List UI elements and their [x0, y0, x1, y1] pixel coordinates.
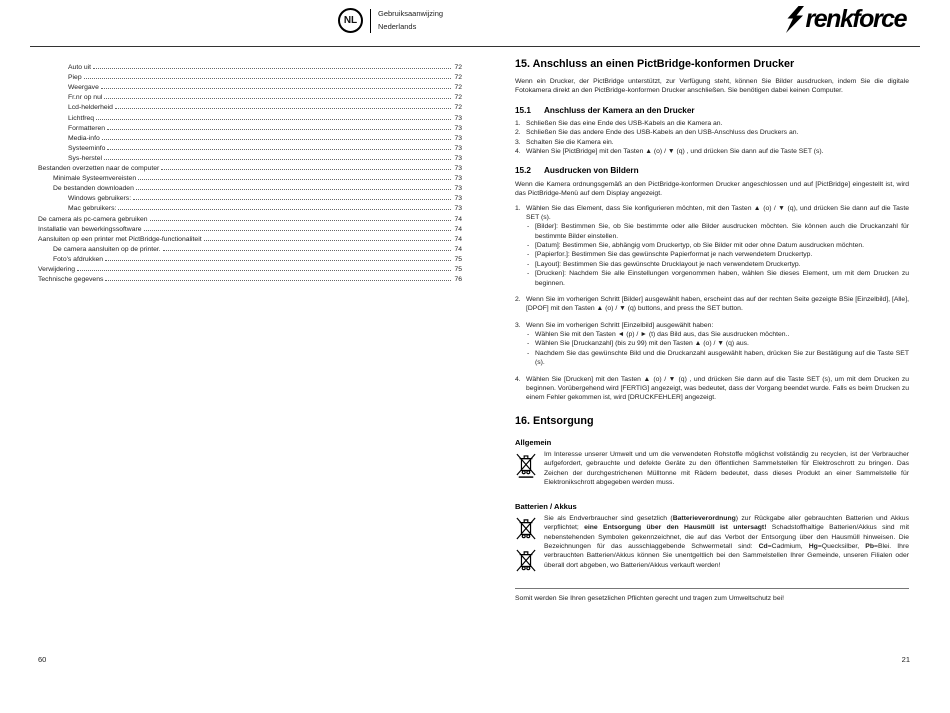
toc-leader-dots — [204, 240, 452, 241]
step-number: 2. — [515, 295, 521, 303]
section-15-1-number: 15.1 — [515, 105, 531, 115]
bullet-dash: - — [527, 270, 530, 278]
toc-item-label: Aansluiten op een printer met PictBridge-functionaliteit — [38, 235, 202, 243]
step-text: Schließen Sie das andere Ende des USB-Kabels an den USB-Anschluss des Druckers an. — [526, 129, 799, 137]
toc-item-page: 72 — [454, 104, 462, 112]
toc-leader-dots — [138, 179, 451, 180]
toc-item — [38, 223, 462, 233]
toc-leader-dots — [161, 169, 451, 170]
right-page-number: 21 — [901, 655, 910, 664]
toc-item-label: Bestanden overzetten naar de computer — [38, 165, 160, 173]
step-main-row — [515, 295, 909, 314]
table-of-contents — [38, 61, 462, 283]
toc-item-page: 73 — [454, 144, 462, 152]
toc-item-label: Verwijdering — [38, 265, 76, 273]
header-divider — [30, 46, 920, 47]
toc-item — [38, 91, 462, 101]
bullet-text: Wählen Sie [Druckanzahl] (bis zu 99) mit den Tasten ▲ (o) / ▼ (q) aus. — [535, 340, 749, 348]
toc-item — [38, 253, 462, 263]
bullet-text: Wählen Sie mit den Tasten ◄ (p) / ► (t) das Bild aus, das Sie ausdrucken möchten.. — [535, 331, 790, 339]
step-bullets — [515, 222, 909, 288]
step-text: Wenn Sie im vorherigen Schritt [Einzelbild] ausgewählt haben: — [526, 321, 714, 329]
toc-item-page: 76 — [454, 276, 462, 284]
toc-item-label: Systeeminfo — [68, 144, 106, 152]
toc-item-label: Lcd-helderheid — [68, 104, 113, 112]
doc-type-block — [378, 8, 443, 34]
toc-item-page: 73 — [454, 114, 462, 122]
toc-item — [38, 81, 462, 91]
disposal-general-text: Im Interesse unserer Umwelt und um die verwendeten Rohstoffe möglichst vollständig zu recyclen, ist der Verbraucher aufgefordert, gebrauchte und defekte Geräte zu den öffentlichen Sammelstellen für Elektroschrott zu bringen. Das Zeichen der durchgestrichenen Mülltonne mit Rädern bedeutet, dass dieses Produkt an einer Sammelstelle für Elektronikschrott abgegeben werden muss. — [544, 451, 909, 487]
bullet-text: Nachdem Sie das gewünschte Bild und die Druckanzahl ausgewählt haben, drücken Sie zur Bestätigung auf die Taste SET (s). — [535, 349, 909, 367]
numbered-step — [515, 295, 909, 314]
step-number: 3. — [515, 321, 521, 329]
toc-leader-dots — [77, 270, 451, 271]
numbered-step — [515, 204, 909, 288]
section-15-2-number: 15.2 — [515, 166, 531, 176]
toc-item-label: Media-info — [68, 134, 100, 142]
bullet-text: [Layout]: Bestimmen Sie das gewünschte Drucklayout je nach verwendetem Druckertyp. — [535, 260, 801, 268]
toc-item — [38, 132, 462, 142]
disposal-general-block — [515, 450, 909, 488]
brand-lightning-icon — [785, 6, 805, 33]
toc-leader-dots — [150, 220, 452, 221]
toc-leader-dots — [136, 189, 452, 190]
toc-item — [38, 172, 462, 182]
sub-bullet — [526, 339, 909, 348]
step-number: 1. — [515, 204, 521, 212]
toc-leader-dots — [118, 209, 451, 210]
section-15-2-title: Ausdrucken von Bildern — [543, 166, 639, 176]
toc-item — [38, 263, 462, 273]
step-main-row — [515, 321, 909, 330]
toc-leader-dots — [133, 199, 451, 200]
toc-item-page: 75 — [454, 265, 462, 273]
left-page-number: 60 — [38, 655, 47, 664]
right-page-content — [515, 57, 909, 603]
toc-leader-dots — [104, 98, 451, 99]
section-15-1-heading — [515, 105, 909, 116]
toc-leader-dots — [144, 230, 452, 231]
bullet-dash: - — [527, 223, 530, 231]
section-16-title: 16. Entsorgung — [515, 414, 594, 427]
bullet-text: [Drucken]: Nachdem Sie alle Einstellungen vorgenommen haben, wählen Sie dieses Element, um mit dem Drucken zu beginnen. — [535, 270, 909, 287]
doc-type-label: Gebruiksaanwijzing — [378, 9, 444, 18]
step-number: 4. — [515, 375, 521, 383]
toc-leader-dots — [104, 159, 451, 160]
toc-item-label: Weergave — [68, 84, 99, 92]
toc-item-page: 74 — [454, 215, 462, 223]
numbered-step — [515, 375, 909, 403]
sub-bullet — [526, 250, 909, 259]
sub-bullet — [526, 269, 909, 288]
step-number: 2. — [515, 129, 521, 137]
toc-leader-dots — [101, 88, 452, 89]
toc-leader-dots — [107, 129, 451, 130]
toc-item-label: Technische gegevens — [38, 276, 104, 284]
toc-item-page: 74 — [454, 245, 462, 253]
toc-item-page: 73 — [454, 154, 462, 162]
toc-item — [38, 111, 462, 121]
bullet-dash: - — [527, 349, 530, 357]
weee-crossed-bin-icon — [516, 451, 536, 479]
disposal-general-section — [515, 438, 909, 488]
section-15-title: 15. Anschluss an einen PictBridge-konformen Drucker — [515, 58, 795, 70]
toc-item-label: Auto uit — [68, 64, 92, 72]
brand-wordmark: renkforce — [805, 5, 906, 33]
sub-bullet — [526, 349, 909, 368]
numbered-step — [515, 147, 909, 156]
toc-item-label: Mac gebruikers: — [68, 205, 117, 213]
toc-leader-dots — [84, 78, 452, 79]
disposal-batteries-icons — [515, 514, 537, 574]
toc-item-page: 73 — [454, 124, 462, 132]
disposal-batteries-block — [515, 514, 909, 574]
toc-leader-dots — [105, 280, 451, 281]
toc-item — [38, 182, 462, 192]
step-number: 4. — [515, 148, 521, 156]
toc-item-label: Foto's afdrukken — [53, 255, 104, 263]
disposal-general-title: Allgemein — [515, 437, 552, 447]
toc-item-label: Formatteren — [68, 124, 106, 132]
battery-crossed-bin-icon-2 — [516, 547, 536, 574]
toc-item-page: 73 — [454, 175, 462, 183]
toc-item — [38, 233, 462, 243]
toc-item-page: 72 — [454, 84, 462, 92]
toc-item — [38, 273, 462, 283]
toc-item-page: 72 — [454, 64, 462, 72]
step-text: Wenn Sie im vorherigen Schritt [Bilder] ausgewählt haben, erscheint das auf der rechten Seite gezeigte BSie [Einzelbild], [Alle], [DPOF] mit den Tasten ▲ (o) / ▼ (q) buttons, and press the SET button. — [526, 295, 909, 313]
toc-item-page: 72 — [454, 94, 462, 102]
step-number: 1. — [515, 119, 521, 127]
toc-item-label: Lichtfreq — [68, 114, 95, 122]
toc-item-page: 73 — [454, 165, 462, 173]
toc-item-label: Fr.nr op nul — [68, 94, 103, 102]
bullet-dash: - — [527, 242, 530, 250]
section-15-intro: Wenn ein Drucker, der PictBridge unterstützt, zur Verfügung steht, können Sie Bilder ausdrucken, indem Sie die digitale Fotokamera direkt an den PictBridge-konformen Drucker anschließen. Sie benötigen dabei keinen Computer. — [515, 77, 909, 95]
toc-item-page: 72 — [454, 74, 462, 82]
toc-leader-dots — [107, 149, 451, 150]
toc-item-label: Piep — [68, 74, 82, 82]
toc-item-label: De camera aansluiten op de printer. — [53, 245, 161, 253]
toc-item-page: 74 — [454, 235, 462, 243]
step-bullets — [515, 330, 909, 368]
toc-item — [38, 243, 462, 253]
disposal-batteries-section — [515, 502, 909, 574]
bullet-dash: - — [527, 340, 530, 348]
step-main-row — [515, 204, 909, 223]
step-text: Schalten Sie die Kamera ein. — [526, 138, 614, 146]
toc-item-page: 75 — [454, 255, 462, 263]
numbered-step — [515, 119, 909, 128]
bullet-text: [Datum]: Bestimmen Sie, abhängig vom Druckertyp, ob Sie Bilder mit oder ohne Datum ausdrucken möchten. — [535, 242, 865, 250]
toc-item — [38, 192, 462, 202]
toc-leader-dots — [105, 260, 451, 261]
toc-leader-dots — [102, 139, 452, 140]
toc-item — [38, 122, 462, 132]
toc-leader-dots — [163, 250, 452, 251]
brand-logo — [785, 6, 906, 33]
closing-note: Somit werden Sie Ihren gesetzlichen Pflichten gerecht und tragen zum Umweltschutz bei! — [515, 588, 909, 603]
badge-divider — [370, 9, 371, 33]
numbered-step — [515, 321, 909, 368]
toc-item — [38, 142, 462, 152]
doc-language-label: Nederlands — [378, 21, 417, 31]
toc-item-label: De camera als pc-camera gebruiken — [38, 215, 148, 223]
numbered-step — [515, 138, 909, 147]
bullet-dash: - — [527, 331, 530, 339]
toc-item — [38, 212, 462, 222]
toc-item-label: Installatie van bewerkingssoftware — [38, 225, 142, 233]
section-15-2-steps — [515, 204, 909, 403]
bullet-dash: - — [527, 260, 530, 268]
toc-item-page: 73 — [454, 134, 462, 142]
toc-item-label: Windows gebruikers: — [68, 195, 132, 203]
step-text: Schließen Sie das eine Ende des USB-Kabels an die Kamera an. — [526, 119, 723, 127]
sub-bullet — [526, 260, 909, 269]
toc-item-page: 74 — [454, 225, 462, 233]
disposal-batteries-title: Batterien / Akkus — [515, 501, 577, 511]
language-badge-group — [338, 8, 443, 34]
toc-leader-dots — [96, 119, 451, 120]
toc-item-label: Minimale Systeemvereisten — [53, 175, 137, 183]
sub-bullet — [526, 330, 909, 339]
bullet-text: [Bilder]: Bestimmen Sie, ob Sie bestimmte oder alle Bilder ausdrucken möchten. Sie können auch die Druckanzahl für bestimmte Bilder einstellen. — [535, 223, 909, 240]
toc-item — [38, 61, 462, 71]
step-number: 3. — [515, 138, 521, 146]
toc-item — [38, 202, 462, 212]
section-15-2-intro: Wenn die Kamera ordnungsgemäß an den PictBridge-konformen Drucker angeschlossen und auf [PictBridge] eingestellt ist, wird das PictBridge-Menü auf dem Display angezeigt. — [515, 180, 909, 198]
section-15-2-heading — [515, 165, 909, 176]
toc-item-page: 73 — [454, 195, 462, 203]
numbered-step — [515, 128, 909, 137]
toc-item-page: 73 — [454, 205, 462, 213]
section-15-1-title: Anschluss der Kamera an den Drucker — [543, 105, 695, 115]
sub-bullet — [526, 241, 909, 250]
disposal-batteries-text: Sie als Endverbraucher sind gesetzlich (Batterieverordnung) zur Rückgabe aller gebrauchten Batterien und Akkus verpflichtet; eine Entsorgung über den Hausmüll ist untersagt! Schadstoffhaltige Batterien/Akkus sind mit nebenstehenden Symbolen gekennzeichnet, die auf das Verbot der Entsorgung über den Hausmüll hinweisen. Die Bezeichnungen für das ausschlaggebende Schwermetall sind: Cd=Cadmium, Hg=Quecksilber, Pb=Blei. Ihre verbrauchten Batterien/Akkus können Sie unentgeltlich bei den Sammelstellen Ihrer Gemeinde, unseren Filialen oder überall dort abgeben, wo Batterien/Akkus verkauft werden! — [544, 514, 909, 569]
battery-crossed-bin-icon — [516, 515, 536, 542]
step-text: Wählen Sie das Element, dass Sie konfigurieren möchten, mit den Tasten ▲ (o) / ▼ (q), und drücken Sie dann auf die Taste SET (s). — [526, 204, 909, 221]
language-badge: NL — [338, 8, 363, 33]
toc-item-label: Sys-herstel — [68, 154, 102, 162]
toc-leader-dots — [93, 68, 451, 69]
sub-bullet — [526, 222, 909, 241]
step-text: Wählen Sie [PictBridge] mit den Tasten ▲ (o) / ▼ (q) , und drücken Sie dann auf die Taste SET (s). — [526, 148, 824, 156]
toc-item — [38, 152, 462, 162]
toc-item-label: De bestanden downloaden — [53, 185, 134, 193]
toc-item-page: 73 — [454, 185, 462, 193]
step-text: Wählen Sie [Drucken] mit den Tasten ▲ (o) / ▼ (q) , und drücken Sie dann auf die Taste SET (s), um mit dem Drucken zu beginnen. Vorübergehend wird [FERTIG] angezeigt, was bedeutet, dass der Vorgang beendet wurde. Falls es beim Drucken zu einem Fehler gekommen ist, wird [DRUCKFEHLER] angezeigt. — [526, 375, 909, 402]
step-main-row — [515, 375, 909, 403]
toc-leader-dots — [115, 108, 451, 109]
toc-item — [38, 162, 462, 172]
disposal-general-icons — [515, 450, 537, 488]
bullet-text: [Papierfor.]: Bestimmen Sie das gewünschte Papierformat je nach verwendetem Druckertyp. — [535, 251, 813, 259]
toc-item — [38, 71, 462, 81]
section-15-1-steps — [515, 119, 909, 157]
toc-item — [38, 101, 462, 111]
bullet-dash: - — [527, 251, 530, 259]
